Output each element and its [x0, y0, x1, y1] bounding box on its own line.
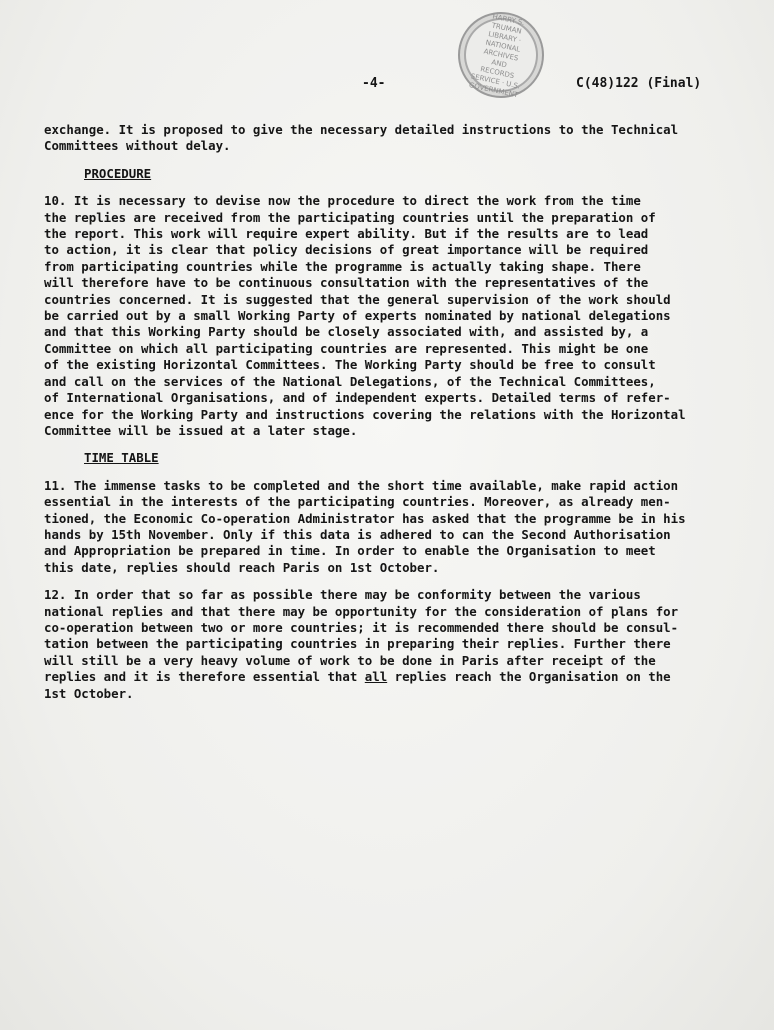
paragraph-12-text-end: replies reach the Organisation on the 1st October.: [44, 669, 671, 701]
intro-paragraph: exchange. It is proposed to give the necessary detailed instructions to the Technical Committees without delay.: [44, 122, 679, 154]
page-header: [0, 76, 774, 96]
timetable-heading: TIME TABLE: [84, 450, 159, 466]
paragraph-11: 11. The immense tasks to be completed and the short time available, make rapid action essential in the interests of the participating countries. Moreover, as already men- tioned, the Economic Co-operation Administrator has asked that the programme be in his hands by 15th November. Only if this data is adhered to can the Second Authorisation and Appropriation be prepared in time. In order to enable the Organisation to meet this date, replies should reach Paris on 1st October.: [44, 477, 686, 575]
archive-stamp-text: HARRY S. TRUMAN LIBRARY · NATIONAL ARCHIVES AND RECORDS SERVICE · U.S. GOVERNMENT: [468, 12, 526, 99]
document-body: [44, 122, 740, 713]
paragraph-12: [44, 587, 740, 702]
paragraph-12-text-start: 12. In order that so far as possible there may be conformity between the various national replies and that there may be opportunity for the consideration of plans for co-operation between two or more countries; it is recommended there should be consul- tation between the participating countries in preparing their replies. Further there will still be a very heavy volume of work to be done in Paris after receipt of the replies and it is therefore essential that: [44, 587, 679, 685]
document-reference: C(48)122 (Final): [576, 76, 702, 91]
emphasis-all: all: [364, 669, 388, 685]
procedure-heading: PROCEDURE: [84, 165, 152, 181]
paragraph-10: 10. It is necessary to devise now the procedure to direct the work from the time the replies are received from the participating countries until the preparation of the report. This work will require expert ability. But if the results are to lead to action, it is clear that policy decisions of great importance will be required from participating countries while the programme is actually taking shape. There will therefore have to be continuous consultation with the representatives of the countries concerned. It is suggested that the general supervision of the work should be carried out by a small Working Party of experts nominated by national delegations and that this Working Party should be closely associated with, and assisted by, a Committee on which all participating countries are represented. This might be one of the existing Horizontal Committees. The Working Party should be free to consult and call on the services of the National Delegations, of the Technical Committees, of International Organisations, and of independent experts. Detailed terms of refer- ence for the Working Party and instructions covering the relations with the Horizontal Committee will be issued at a later stage.: [44, 193, 686, 438]
page-number: -4-: [362, 76, 386, 91]
